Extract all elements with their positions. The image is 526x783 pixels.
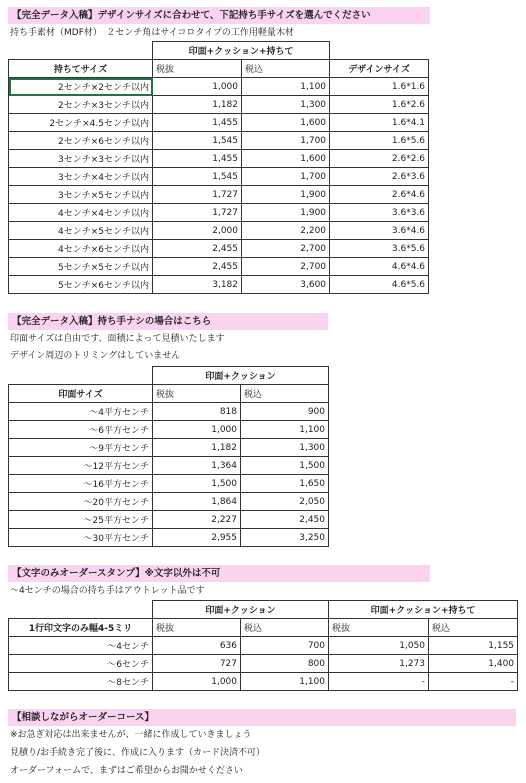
col-header-tax-excluded: 税抜: [153, 619, 241, 637]
section3-header: 【文字のみオーダースタンプ】※文字以外は不可: [8, 565, 430, 582]
row-label-cell[interactable]: 2センチ×4.5センチ以内: [9, 114, 153, 132]
table-cell[interactable]: 1,182: [153, 439, 241, 457]
table-cell[interactable]: 1,500: [241, 457, 329, 475]
row-label-cell[interactable]: 2センチ×3センチ以内: [9, 96, 153, 114]
table-cell[interactable]: 1.6*4.1: [330, 114, 429, 132]
row-label-cell[interactable]: 3センチ×3センチ以内: [9, 150, 153, 168]
table-cell[interactable]: 1,182: [153, 96, 242, 114]
table-row: [9, 673, 518, 691]
section4-note-2: 見積り/お手続き完了後に、作成に入ります（カード決済不可）: [10, 748, 266, 758]
table-cell[interactable]: 1,300: [242, 96, 330, 114]
table-cell[interactable]: -: [329, 673, 429, 691]
row-label-cell[interactable]: ～20平方センチ: [9, 493, 153, 511]
table-row: [9, 637, 518, 655]
col-header-tax-included: 税込: [241, 619, 329, 637]
row-label-cell[interactable]: 2センチ×2センチ以内: [9, 78, 153, 96]
table-row: [9, 258, 429, 276]
section4-note-1: ※お急ぎ対応は出来ませんが、一緒に作成していきましょう: [10, 730, 252, 740]
table-cell[interactable]: 1,273: [329, 655, 429, 673]
col-header-handle-size: 持ちてサイズ: [9, 60, 153, 78]
table-cell[interactable]: 1,000: [153, 78, 242, 96]
table-cell[interactable]: 1,000: [153, 421, 241, 439]
section3-note: ～4センチの場合の持ち手はアウトレット品です: [10, 586, 205, 596]
col-header-design-size: デザインサイズ: [330, 60, 429, 78]
table-row: [9, 168, 429, 186]
table-cell[interactable]: 1,050: [329, 637, 429, 655]
table-cell[interactable]: 1,100: [241, 421, 329, 439]
col-header-tax-excluded: 税抜: [329, 619, 429, 637]
table-cell[interactable]: 2,455: [153, 240, 242, 258]
row-label-cell[interactable]: ～16平方センチ: [9, 475, 153, 493]
table-cell[interactable]: 1,650: [241, 475, 329, 493]
table-cell[interactable]: 2,450: [241, 511, 329, 529]
table-cell[interactable]: 3,182: [153, 276, 242, 294]
table-cell[interactable]: 1,727: [153, 186, 242, 204]
row-label-cell[interactable]: ～8センチ: [9, 673, 153, 691]
table-row: [9, 475, 329, 493]
row-label-cell[interactable]: 3センチ×4センチ以内: [9, 168, 153, 186]
group-header: 印面+クッション+持ちて: [153, 42, 330, 60]
table-cell[interactable]: 3.6*5.6: [330, 240, 429, 258]
table-cell[interactable]: 2,700: [242, 240, 330, 258]
col-header-tax-included: 税込: [429, 619, 518, 637]
table-cell[interactable]: 900: [241, 403, 329, 421]
col-header-tax-included: 税込: [242, 60, 330, 78]
table-row: [9, 78, 429, 96]
table-cell[interactable]: 2,955: [153, 529, 241, 547]
section4-header: 【相談しながらオーダーコース】: [8, 709, 516, 726]
group-header-stamp-cushion-handle: 印面+クッション+持ちて: [329, 601, 518, 619]
table-row: [9, 186, 429, 204]
table-row: [9, 529, 329, 547]
row-label-cell[interactable]: 2センチ×6センチ以内: [9, 132, 153, 150]
row-label-cell[interactable]: ～9平方センチ: [9, 439, 153, 457]
table-cell[interactable]: 3.6*3.6: [330, 204, 429, 222]
table-cell[interactable]: 1.6*1.6: [330, 78, 429, 96]
table-cell[interactable]: 1,600: [242, 150, 330, 168]
table-cell[interactable]: 2.6*4.6: [330, 186, 429, 204]
table-row: [9, 421, 329, 439]
row-label-cell[interactable]: ～4センチ: [9, 637, 153, 655]
table-cell[interactable]: 4.6*5.6: [330, 276, 429, 294]
table-row: [9, 276, 429, 294]
section2-header: 【完全データ入稿】持ち手ナシの場合はこちら: [8, 313, 328, 330]
table-cell[interactable]: 1,100: [242, 78, 330, 96]
table-cell[interactable]: 1,700: [242, 168, 330, 186]
table-row: [9, 204, 429, 222]
table-cell[interactable]: 1.6*5.6: [330, 132, 429, 150]
table-cell[interactable]: 1,900: [242, 204, 330, 222]
table-cell[interactable]: 800: [241, 655, 329, 673]
table-cell[interactable]: 1,000: [153, 673, 241, 691]
table-cell[interactable]: 1,155: [429, 637, 518, 655]
table-cell[interactable]: 3,600: [242, 276, 330, 294]
col-header-tax-excluded: 税抜: [153, 385, 241, 403]
handle-size-price-table: [8, 41, 429, 294]
col-header-tax-excluded: 税抜: [153, 60, 242, 78]
table-cell[interactable]: 4.6*4.6: [330, 258, 429, 276]
section2-note-2: デザイン周辺のトリミングはしていません: [10, 351, 181, 361]
table-cell[interactable]: 1.6*2.6: [330, 96, 429, 114]
row-label-cell[interactable]: 4センチ×5センチ以内: [9, 222, 153, 240]
table-row: [9, 150, 429, 168]
table-cell[interactable]: 1,400: [429, 655, 518, 673]
table-row: [9, 114, 429, 132]
row-label-cell[interactable]: ～6平方センチ: [9, 421, 153, 439]
row-label-cell[interactable]: 4センチ×6センチ以内: [9, 240, 153, 258]
table-cell[interactable]: 1,364: [153, 457, 241, 475]
row-label-cell[interactable]: ～30平方センチ: [9, 529, 153, 547]
table-row: [9, 240, 429, 258]
table-cell[interactable]: 727: [153, 655, 241, 673]
table-cell[interactable]: 1,100: [241, 673, 329, 691]
table-cell[interactable]: 818: [153, 403, 241, 421]
table-cell[interactable]: 1,600: [242, 114, 330, 132]
table-cell[interactable]: 2,050: [241, 493, 329, 511]
section2-note-1: 印面サイズは自由です、面積によって見積いたします: [10, 334, 225, 344]
table-row: [9, 222, 429, 240]
group-header-stamp-cushion: 印面+クッション: [153, 601, 329, 619]
table-cell[interactable]: 1,455: [153, 150, 242, 168]
table-cell[interactable]: 2,200: [242, 222, 330, 240]
table-cell[interactable]: 2,455: [153, 258, 242, 276]
row-label-cell[interactable]: ～12平方センチ: [9, 457, 153, 475]
table-row: [9, 403, 329, 421]
table-cell[interactable]: 2,700: [242, 258, 330, 276]
row-label-cell[interactable]: ～25平方センチ: [9, 511, 153, 529]
material-note: 持ち手素材（MDF材） ２センチ角はサイコロタイプの工作用軽量木材: [10, 28, 294, 38]
section1-header: 【完全データ入稿】デザインサイズに合わせて、下記持ち手サイズを選んでください: [8, 7, 430, 24]
col-header-tax-included: 税込: [241, 385, 329, 403]
table-cell[interactable]: -: [429, 673, 518, 691]
table-row: [9, 511, 329, 529]
table-row: [9, 493, 329, 511]
table-cell[interactable]: 1,545: [153, 168, 242, 186]
row-label-cell[interactable]: 4センチ×4センチ以内: [9, 204, 153, 222]
table-cell[interactable]: 2.6*2.6: [330, 150, 429, 168]
table-row: [9, 439, 329, 457]
row-label-cell[interactable]: 5センチ×5センチ以内: [9, 258, 153, 276]
table-cell[interactable]: 3,250: [241, 529, 329, 547]
table-cell[interactable]: 1,727: [153, 204, 242, 222]
table-row: [9, 457, 329, 475]
table-cell[interactable]: 1,864: [153, 493, 241, 511]
table-cell[interactable]: 1,545: [153, 132, 242, 150]
table-cell[interactable]: 2.6*3.6: [330, 168, 429, 186]
table-row: [9, 132, 429, 150]
table-cell[interactable]: 1,900: [242, 186, 330, 204]
text-only-stamp-table: [8, 600, 518, 691]
no-handle-price-table: [8, 366, 329, 547]
table-row: [9, 96, 429, 114]
table-cell[interactable]: 636: [153, 637, 241, 655]
table-cell[interactable]: 2,227: [153, 511, 241, 529]
row-label-cell[interactable]: 5センチ×6センチ以内: [9, 276, 153, 294]
row-label-cell[interactable]: ～6センチ: [9, 655, 153, 673]
col-header-stamp-size: 印面サイズ: [9, 385, 153, 403]
table-cell[interactable]: 700: [241, 637, 329, 655]
section4-note-3: オーダーフォームで、まずはご希望からお聞かせください: [10, 766, 243, 776]
table-cell[interactable]: 1,700: [242, 132, 330, 150]
table-cell[interactable]: 2,000: [153, 222, 242, 240]
table-cell[interactable]: 1,500: [153, 475, 241, 493]
group-header: 印面+クッション: [153, 367, 329, 385]
row-label-cell[interactable]: 3センチ×5センチ以内: [9, 186, 153, 204]
table-cell[interactable]: 1,300: [241, 439, 329, 457]
row-label-cell[interactable]: ～4平方センチ: [9, 403, 153, 421]
table-row: [9, 655, 518, 673]
row-label-header: 1行印文字のみ幅4-5ミリ: [9, 619, 153, 637]
table-cell[interactable]: 1,455: [153, 114, 242, 132]
table-cell[interactable]: 3.6*4.6: [330, 222, 429, 240]
